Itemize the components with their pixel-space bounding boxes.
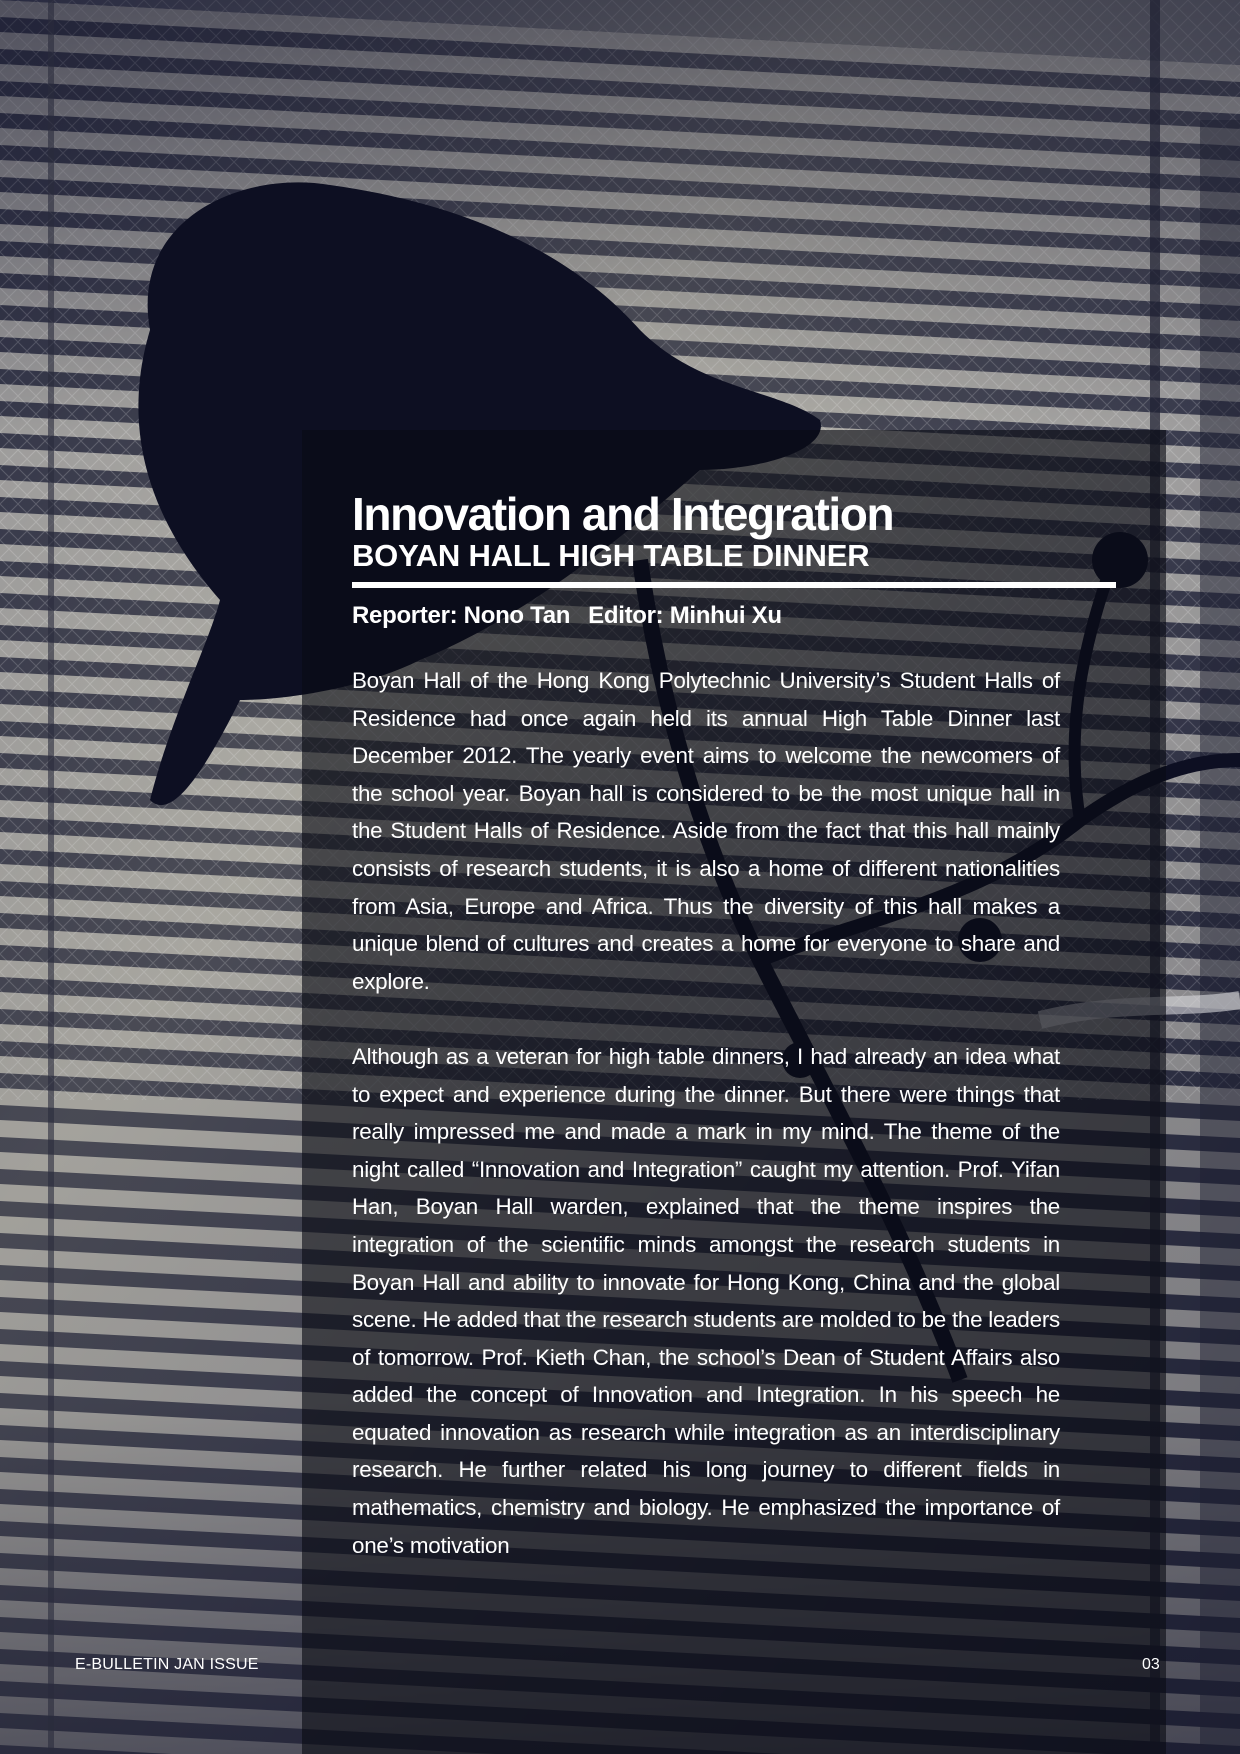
page-number: 03 — [1142, 1656, 1160, 1673]
reporter-credit: Reporter: Nono Tan — [352, 602, 571, 629]
article-subtitle: BOYAN HALL HIGH TABLE DINNER — [352, 538, 870, 573]
title-divider — [352, 582, 1116, 588]
article-paragraph: Although as a veteran for high table dinners, I had already an idea what to expect and experience during the dinner. But there were things that really impressed me and made a mark in my mind. The theme of the night called “Innovation and Integration” caught my attention. Prof. Yifan Han, Boyan Hall warden, explained that the theme inspires the integration of the scientific minds amongst the research students in Boyan Hall and ability to innovate for Hong Kong, China and the global scene. He added that the research students are molded to be the leaders of tomorrow. Prof. Kieth Chan, the school’s Dean of Student Affairs also added the concept of Innovation and Integration. In his speech he equated innovation as research while integration as an interdisciplinary research. He further related his long journey to different fields in mathematics, chemistry and biology. He emphasized the importance of one’s motivation — [352, 1043, 1060, 1558]
publication-name: E-BULLETIN JAN ISSUE — [75, 1656, 259, 1673]
article-body — [352, 662, 1060, 1564]
article-title: Innovation and Integration — [352, 488, 894, 540]
article-credits — [352, 599, 782, 633]
editor-credit: Editor: Minhui Xu — [588, 602, 782, 629]
article-paragraph: Boyan Hall of the Hong Kong Polytechnic University’s Student Halls of Residence had once again held its annual High Table Dinner last December 2012. The yearly event aims to welcome the newcomers of the school year. Boyan hall is considered to be the most unique hall in the Student Halls of Residence. Aside from the fact that this hall mainly consists of research students, it is also a home of different nationalities from Asia, Europe and Africa. Thus the diversity of this hall makes a unique blend of cultures and creates a home for everyone to share and explore. — [352, 668, 1060, 994]
